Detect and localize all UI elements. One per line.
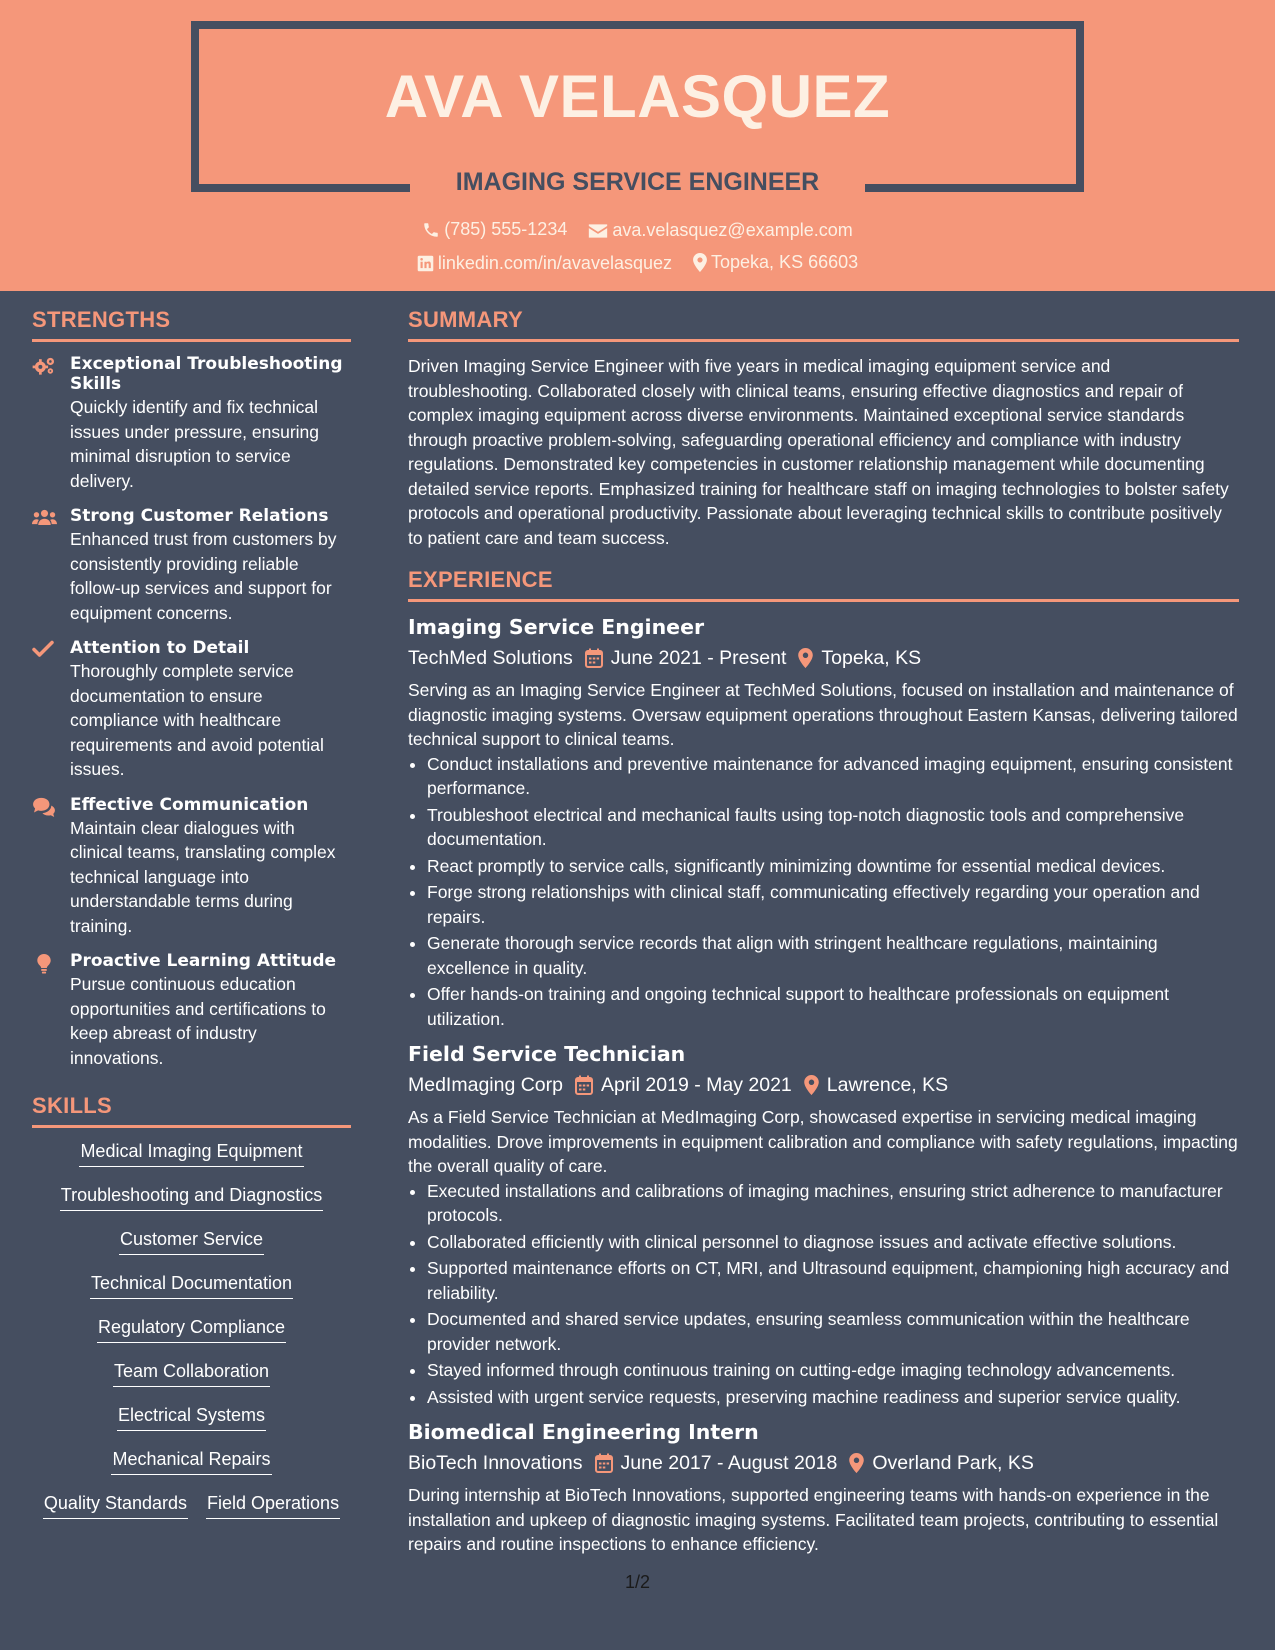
phone-text: (785) 555-1234 xyxy=(444,219,568,239)
skill-tag: Team Collaboration xyxy=(113,1360,270,1387)
email-text: ava.velasquez@example.com xyxy=(612,220,853,240)
job-bullet: • Supported maintenance efforts on CT, MRI, and Ultrasound equipment, championing high accuracy and reliability. xyxy=(427,1256,1239,1305)
strength-title: Strong Customer Relations xyxy=(70,506,329,526)
strength-desc: Pursue continuous education opportunities and certifications to keep abreast of industry innovations. xyxy=(70,974,326,1068)
sidebar xyxy=(32,306,351,1536)
strength-item xyxy=(32,795,351,939)
gears-icon xyxy=(32,356,56,376)
job-dates: April 2019 - May 2021 xyxy=(601,1074,792,1096)
comments-icon xyxy=(32,797,56,817)
strength-item xyxy=(32,354,351,493)
check-icon xyxy=(32,640,54,658)
strength-title: Exceptional Troubleshooting Skills xyxy=(70,354,343,394)
job-title: Imaging Service Engineer xyxy=(408,615,705,639)
job-meta xyxy=(408,643,1239,673)
calendar-icon xyxy=(595,1453,613,1473)
summary-text: Driven Imaging Service Engineer with five years in medical imaging equipment service and troubleshooting. Collaborated closely with clinical teams, ensuring effective diagnostics and repair of complex imaging equipment across diverse environments. Maintained exceptional service standards through proactive problem-solving, safeguarding operational efficiency and compliance with industry regulations. Demonstrated key competencies in customer relationship management while documenting detailed service reports. Emphasized training for healthcare staff on imaging technologies to bolster safety protocols and operational productivity. Passionate about leveraging technical skills to contribute positively to patient care and team success. xyxy=(408,356,1229,548)
contact-phone[interactable] xyxy=(422,219,567,240)
job-bullet: • Executed installations and calibrations of imaging machines, ensuring strict adherence to manufacturer protocols. xyxy=(427,1179,1239,1228)
job-desc: During internship at BioTech Innovations, supported engineering teams with hands-on experience in the installation and upkeep of diagnostic imaging systems. Facilitated team projects, contributing to essential repairs and routine inspections to enhance efficiency. xyxy=(408,1485,1219,1554)
envelope-icon xyxy=(588,223,608,239)
job-entry xyxy=(408,1041,1239,1409)
skills-heading: SKILLS xyxy=(32,1092,351,1128)
job-bullet: • Offer hands-on training and ongoing technical support to healthcare professionals on equipment utilization. xyxy=(427,982,1239,1031)
skill-tag: Field Operations xyxy=(206,1492,340,1519)
strength-item xyxy=(32,951,351,1070)
skill-tag: Mechanical Repairs xyxy=(111,1448,271,1475)
job-bullet: • React promptly to service calls, significantly minimizing downtime for essential medical devices. xyxy=(427,854,1239,879)
job-meta xyxy=(408,1448,1239,1478)
job-bullet: • Collaborated efficiently with clinical personnel to diagnose issues and activate effective solutions. xyxy=(427,1230,1239,1255)
strength-desc: Maintain clear dialogues with clinical teams, translating complex technical language into understandable terms during training. xyxy=(70,817,336,936)
contact-row-1 xyxy=(0,219,1275,244)
strength-desc: Enhanced trust from customers by consistently providing reliable follow-up services and support for equipment concerns. xyxy=(70,529,337,623)
job-bullets xyxy=(408,1179,1239,1410)
job-bullet: • Documented and shared service updates, ensuring seamless communication within the healthcare provider network. xyxy=(427,1307,1239,1356)
header-frame-top xyxy=(191,21,1084,29)
phone-icon xyxy=(422,221,440,239)
skills-list xyxy=(32,1140,351,1519)
skill-tag: Electrical Systems xyxy=(117,1404,266,1431)
map-marker-icon xyxy=(849,1453,864,1473)
main-column xyxy=(408,306,1239,1557)
candidate-title: IMAGING SERVICE ENGINEER xyxy=(455,168,820,196)
strength-item xyxy=(32,638,351,782)
contact-row-2 xyxy=(0,252,1275,277)
calendar-icon xyxy=(585,648,603,668)
skill-tag: Technical Documentation xyxy=(90,1272,293,1299)
job-bullet: • Assisted with urgent service requests, preserving machine readiness and superior service quality. xyxy=(427,1385,1239,1410)
contact-email[interactable] xyxy=(588,220,852,241)
skill-tag: Quality Standards xyxy=(43,1492,188,1519)
linkedin-text: linkedin.com/in/avavelasquez xyxy=(437,253,672,273)
users-icon xyxy=(32,508,57,526)
job-title: Field Service Technician xyxy=(408,1042,686,1066)
strength-title: Effective Communication xyxy=(70,794,309,815)
job-location: Overland Park, KS xyxy=(872,1452,1034,1474)
skill-tag: Troubleshooting and Diagnostics xyxy=(60,1184,324,1211)
job-entry xyxy=(408,1419,1239,1557)
job-location: Lawrence, KS xyxy=(826,1074,949,1096)
skill-tag: Medical Imaging Equipment xyxy=(79,1140,303,1167)
job-bullet: • Conduct installations and preventive maintenance for advanced imaging equipment, ensuring consistent performance. xyxy=(427,752,1239,801)
page-number: 1/2 xyxy=(624,1572,651,1592)
contact-location xyxy=(693,252,858,273)
job-meta xyxy=(408,1070,1239,1100)
job-title: Biomedical Engineering Intern xyxy=(408,1420,759,1444)
strength-item xyxy=(32,506,351,625)
location-text: Topeka, KS 66603 xyxy=(711,252,859,272)
job-bullet: • Stayed informed through continuous training on cutting-edge imaging technology advancements. xyxy=(427,1358,1239,1383)
job-bullet: • Generate thorough service records that align with stringent healthcare regulations, maintaining excellence in quality. xyxy=(427,931,1239,980)
strength-desc: Thoroughly complete service documentation to ensure compliance with healthcare requirements and avoid potential issues. xyxy=(70,661,324,779)
candidate-name: AVA VELASQUEZ xyxy=(384,63,891,130)
job-dates: June 2017 - August 2018 xyxy=(620,1452,838,1474)
strength-title: Attention to Detail xyxy=(70,638,250,658)
job-bullets xyxy=(408,752,1239,1032)
experience-heading: EXPERIENCE xyxy=(408,566,1239,602)
job-bullet: • Forge strong relationships with clinical staff, communicating effectively regarding your operation and repairs. xyxy=(427,880,1239,929)
job-dates: June 2021 - Present xyxy=(610,647,787,669)
strength-title: Proactive Learning Attitude xyxy=(70,951,337,971)
contact-linkedin[interactable] xyxy=(417,253,672,274)
job-location: Topeka, KS xyxy=(821,647,922,669)
map-marker-icon xyxy=(804,1075,819,1095)
strengths-heading: STRENGTHS xyxy=(32,306,351,342)
job-company: MedImaging Corp xyxy=(408,1074,563,1096)
linkedin-icon xyxy=(417,255,434,272)
map-marker-icon xyxy=(798,648,813,668)
job-company: TechMed Solutions xyxy=(408,647,573,669)
job-desc: As a Field Service Technician at MedImaging Corp, showcased expertise in servicing medical imaging modalities. Drove improvements in equipment calibration and compliance with safety regulations, impacting the overall quality of care. xyxy=(408,1107,1238,1176)
header-banner xyxy=(0,0,1275,291)
job-desc: Serving as an Imaging Service Engineer at TechMed Solutions, focused on installation and maintenance of diagnostic imaging systems. Oversaw equipment operations throughout Eastern Kansas, delivering tailored technical support to clinical teams. xyxy=(408,680,1238,749)
job-company: BioTech Innovations xyxy=(408,1452,583,1474)
summary-heading: SUMMARY xyxy=(408,306,1239,342)
job-bullet: • Troubleshoot electrical and mechanical faults using top-notch diagnostic tools and comprehensive documentation. xyxy=(427,803,1239,852)
calendar-icon xyxy=(575,1075,593,1095)
job-entry xyxy=(408,614,1239,1031)
lightbulb-icon xyxy=(32,953,56,974)
skill-tag: Customer Service xyxy=(119,1228,264,1255)
map-marker-icon xyxy=(693,253,707,272)
strength-desc: Quickly identify and fix technical issues under pressure, ensuring minimal disruption to service delivery. xyxy=(70,397,320,491)
skill-tag: Regulatory Compliance xyxy=(97,1316,286,1343)
